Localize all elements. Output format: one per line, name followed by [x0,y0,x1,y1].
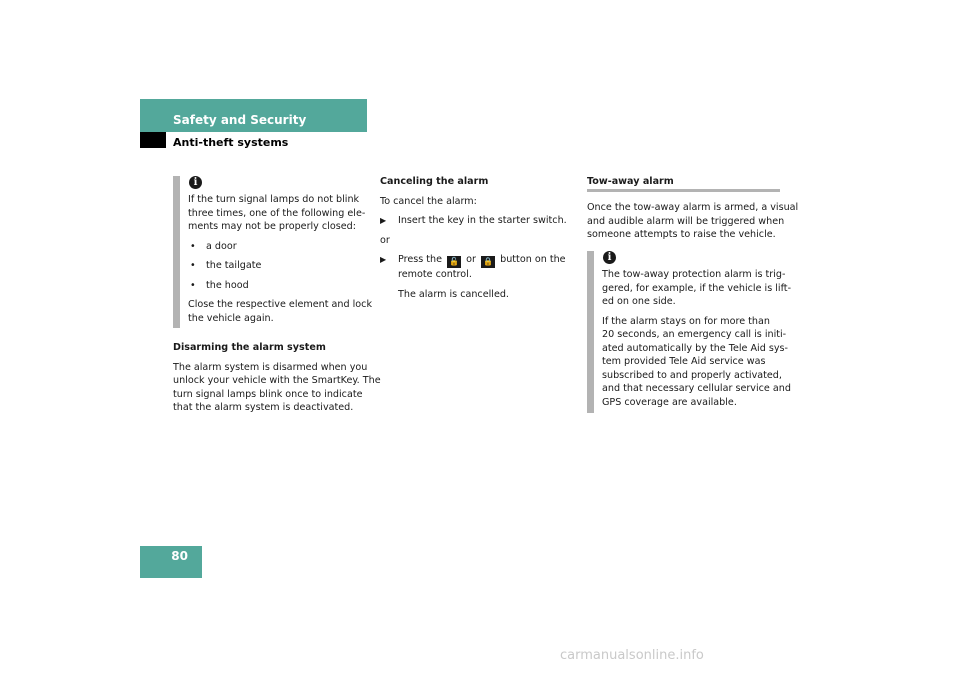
body-line: The alarm system is disarmed when you [173,361,368,373]
note-line: ments may not be properly closed: [188,221,356,232]
step-text: Press the [398,254,443,265]
step-result: The alarm is cancelled. [398,288,509,300]
page-number: 80 [171,549,188,563]
info-note-turn-signal [188,193,372,325]
disarming-section [173,341,381,415]
list-item: • the hood [188,279,372,293]
list-item: • a door [188,240,372,254]
disarming-heading: Disarming the alarm system [173,342,326,353]
step-text: button on the [500,254,566,265]
note-line: tem provided Tele Aid service was [602,356,766,367]
step-text: or [466,254,476,265]
heading-rule [587,189,780,192]
step-continuation: remote control. [398,269,472,280]
subsection-title: Anti-theft systems [173,136,289,149]
note-line: three times, one of the following ele- [188,207,366,219]
towaway-body [587,201,798,242]
section-tab-marker [140,132,166,148]
note-line: ated automatically by the Tele Aid sys- [602,342,788,354]
body-line: unlock your vehicle with the SmartKey. The [173,375,381,386]
lock-key-icon: 🔒 [481,256,495,268]
step-item [380,214,567,228]
note-line: subscribed to and properly activated, [602,369,782,381]
note-line: 20 seconds, an emergency call is initi- [602,329,787,340]
body-line: Once the tow-away alarm is armed, a visual [587,202,799,213]
step-item [380,253,567,268]
watermark: carmanualsonline.info [560,648,704,663]
canceling-heading: Canceling the alarm [380,176,489,187]
note-line: If the alarm stays on for more than [602,315,770,327]
info-icon: i [189,176,202,189]
note-line: and that necessary cellular service and [602,383,791,394]
info-note-towaway [602,268,791,409]
note-line: If the turn signal lamps do not blink [188,194,360,205]
note-bar [173,176,180,328]
body-line: and audible alarm will be triggered when [587,215,785,227]
step-text: Insert the key in the starter switch. [398,215,567,226]
step-arrow-icon: ▶ [380,216,387,225]
section-title: Safety and Security [173,113,307,127]
towaway-heading: Tow-away alarm [587,176,674,187]
body-line: or [380,234,390,246]
note-line: The tow-away protection alarm is trig- [602,269,786,280]
body-line: turn signal lamps blink once to indicate [173,388,363,400]
body-line: To cancel the alarm: [380,195,477,207]
canceling-section [380,175,567,301]
note-line: Close the respective element and lock [188,299,373,310]
note-bar [587,251,594,413]
info-icon: i [603,251,616,264]
body-line: someone attempts to raise the vehicle. [587,229,776,240]
note-line: ed on one side. [602,296,676,307]
unlock-key-icon: 🔓 [447,256,461,268]
note-line: gered, for example, if the vehicle is lift- [602,282,792,294]
list-item: • the tailgate [188,259,372,273]
step-arrow-icon: ▶ [380,255,387,264]
body-line: that the alarm system is deactivated. [173,402,354,413]
note-line: GPS coverage are available. [602,396,737,408]
note-line: the vehicle again. [188,312,274,324]
